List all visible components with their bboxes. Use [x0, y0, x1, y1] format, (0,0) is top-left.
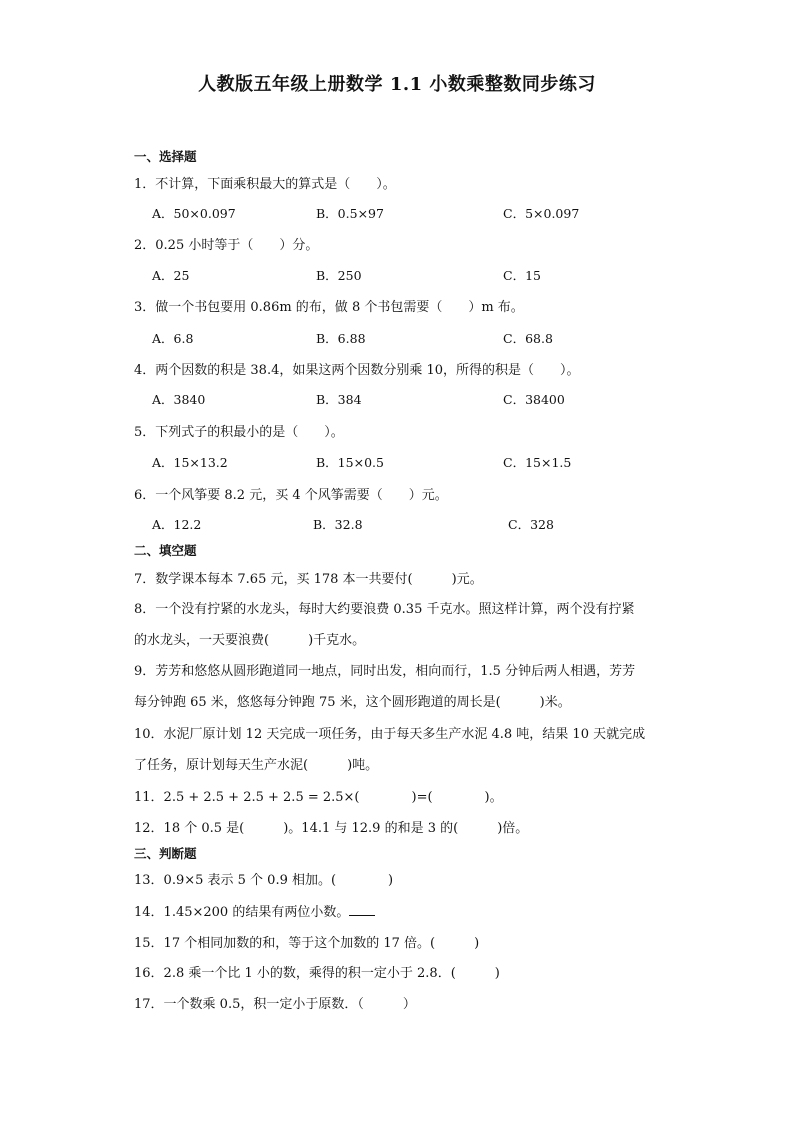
q2-option-a: A．25 — [152, 268, 190, 283]
question-9-line-1: 9．芳芳和悠悠从圆形跑道同一地点，同时出发，相向而行，1.5 分钟后两人相遇，芳芳 — [134, 664, 636, 679]
section-heading-judge: 三、判断题 — [134, 846, 197, 861]
question-14-text: 14．1.45×200 的结果有两位小数。 — [134, 905, 350, 920]
question-7: 7．数学课本每本 7.65 元，买 178 本一共要付( )元。 — [134, 572, 483, 587]
q1-option-a: A．50×0.097 — [152, 206, 236, 221]
question-12: 12．18 个 0.5 是( )。14.1 与 12.9 的和是 3 的( )倍。 — [134, 821, 529, 836]
q1-option-b: B．0.5×97 — [316, 206, 384, 221]
question-6: 6．一个风筝要 8.2 元，买 4 个风筝需要（ ）元。 — [134, 488, 448, 503]
q6-option-b: B．32.8 — [313, 517, 363, 532]
question-8-line-2: 的水龙头，一天要浪费( )千克水。 — [134, 633, 366, 648]
question-4: 4．两个因数的积是 38.4，如果这两个因数分别乘 10，所得的积是（ ）。 — [134, 363, 580, 378]
page-title: 人教版五年级上册数学 1.1 小数乘整数同步练习 — [198, 74, 596, 95]
q5-option-b: B．15×0.5 — [316, 455, 384, 470]
question-11: 11．2.5 + 2.5 + 2.5 + 2.5 = 2.5×( )=( )。 — [134, 790, 503, 805]
section-heading-choice: 一、选择题 — [134, 149, 197, 164]
question-14 — [134, 901, 375, 920]
question-10-line-2: 了任务，原计划每天生产水泥( )吨。 — [134, 758, 379, 773]
question-15: 15．17 个相同加数的和，等于这个加数的 17 倍。( ) — [134, 936, 480, 951]
q5-option-a: A．15×13.2 — [152, 455, 228, 470]
q4-option-a: A．3840 — [152, 392, 206, 407]
q1-option-c: C．5×0.097 — [503, 206, 580, 221]
section-heading-fill: 二、填空题 — [134, 543, 197, 558]
q3-option-c: C．68.8 — [503, 331, 553, 346]
question-9-line-2: 每分钟跑 65 米，悠悠每分钟跑 75 米，这个圆形跑道的周长是( )米。 — [134, 695, 571, 710]
q2-option-c: C．15 — [503, 268, 541, 283]
question-10-line-1: 10．水泥厂原计划 12 天完成一项任务，由于每天多生产水泥 4.8 吨，结果 10 天就完成 — [134, 727, 646, 742]
q5-option-c: C．15×1.5 — [503, 455, 572, 470]
q6-option-c: C．328 — [508, 517, 554, 532]
question-13: 13．0.9×5 表示 5 个 0.9 相加。( ) — [134, 873, 394, 888]
question-2: 2．0.25 小时等于（ ）分。 — [134, 238, 319, 253]
question-3: 3．做一个书包要用 0.86m 的布，做 8 个书包需要（ ）m 布。 — [134, 300, 524, 315]
q4-option-c: C．38400 — [503, 392, 565, 407]
question-16: 16．2.8 乘一个比 1 小的数，乘得的积一定小于 2.8．( ) — [134, 966, 500, 981]
q6-option-a: A．12.2 — [152, 517, 202, 532]
q2-option-b: B．250 — [316, 268, 362, 283]
question-1: 1．不计算，下面乘积最大的算式是（ ）。 — [134, 177, 396, 192]
question-5: 5．下列式子的积最小的是（ ）。 — [134, 425, 344, 440]
answer-underline — [349, 903, 375, 916]
question-8-line-1: 8．一个没有拧紧的水龙头，每时大约要浪费 0.35 千克水。照这样计算，两个没有拧紧 — [134, 602, 635, 617]
question-17: 17．一个数乘 0.5，积一定小于原数．（ ） — [134, 997, 416, 1012]
q3-option-b: B．6.88 — [316, 331, 366, 346]
q4-option-b: B．384 — [316, 392, 362, 407]
q3-option-a: A．6.8 — [152, 331, 194, 346]
